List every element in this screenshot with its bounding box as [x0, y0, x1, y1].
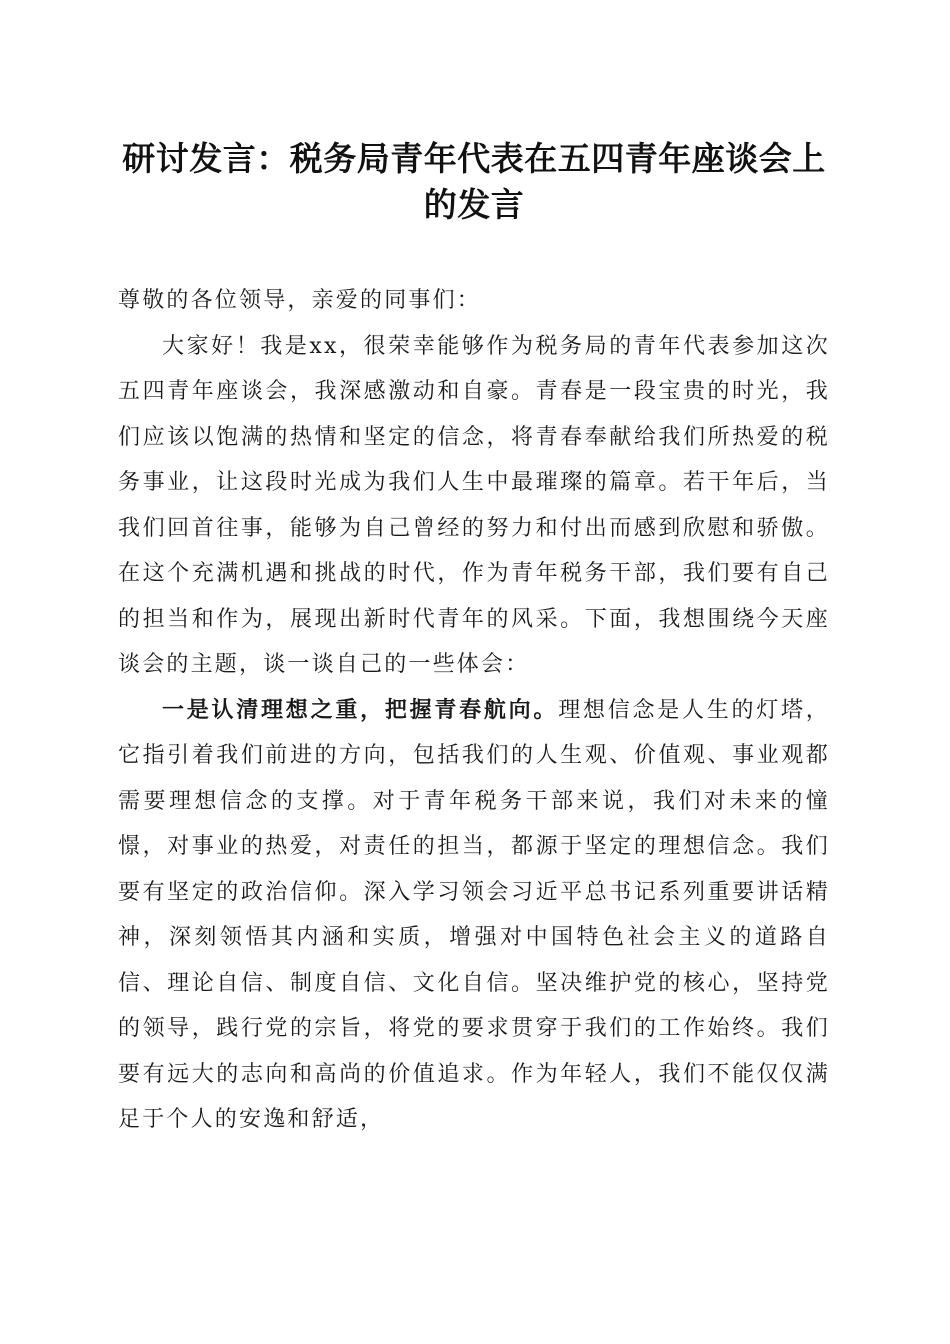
document-body — [118, 278, 830, 1143]
paragraph-greeting — [118, 324, 830, 688]
paragraph-point-one-text: 理想信念是人生的灯塔，它指引着我们前进的方向，包括我们的人生观、价值观、事业观都需要理想信念的支撑。对于青年税务干部来说，我们对未来的憧憬，对事业的热爱，对责任的担当，都源于坚定的理想信念。我们要有坚定的政治信仰。深入学习领会习近平总书记系列重要讲话精神，深刻领悟其内涵和实质，增强对中国特色社会主义的道路自信、理论自信、制度自信、文化自信。坚决维护党的核心，坚持党的领导，践行党的宗旨，将党的要求贯穿于我们的工作始终。我们要有远大的志向和高尚的价值追求。作为年轻人，我们不能仅仅满足于个人的安逸和舒适， — [118, 697, 831, 1132]
salutation: 尊敬的各位领导，亲爱的同事们： — [118, 288, 482, 313]
document-title: 研讨发言：税务局青年代表在五四青年座谈会上的发言 — [122, 139, 826, 224]
paragraph-greeting-text: 大家好！我是xx，很荣幸能够作为税务局的青年代表参加这次五四青年座谈会，我深感激动和自豪。青春是一段宝贵的时光，我们应该以饱满的热情和坚定的信念，将青春奉献给我们所热爱的税务事业，让这段时光成为我们人生中最璀璨的篇章。若干年后，当我们回首往事，能够为自己曾经的努力和付出而感到欣慰和骄傲。在这个充满机遇和挑战的时代，作为青年税务干部，我们要有自己的担当和作为，展现出新时代青年的风采。下面，我想围绕今天座谈会的主题，谈一谈自己的一些体会： — [118, 333, 830, 677]
paragraph-point-one-heading: 一是认清理想之重，把握青春航向。 — [162, 696, 559, 723]
paragraph-point-one — [118, 688, 830, 1143]
